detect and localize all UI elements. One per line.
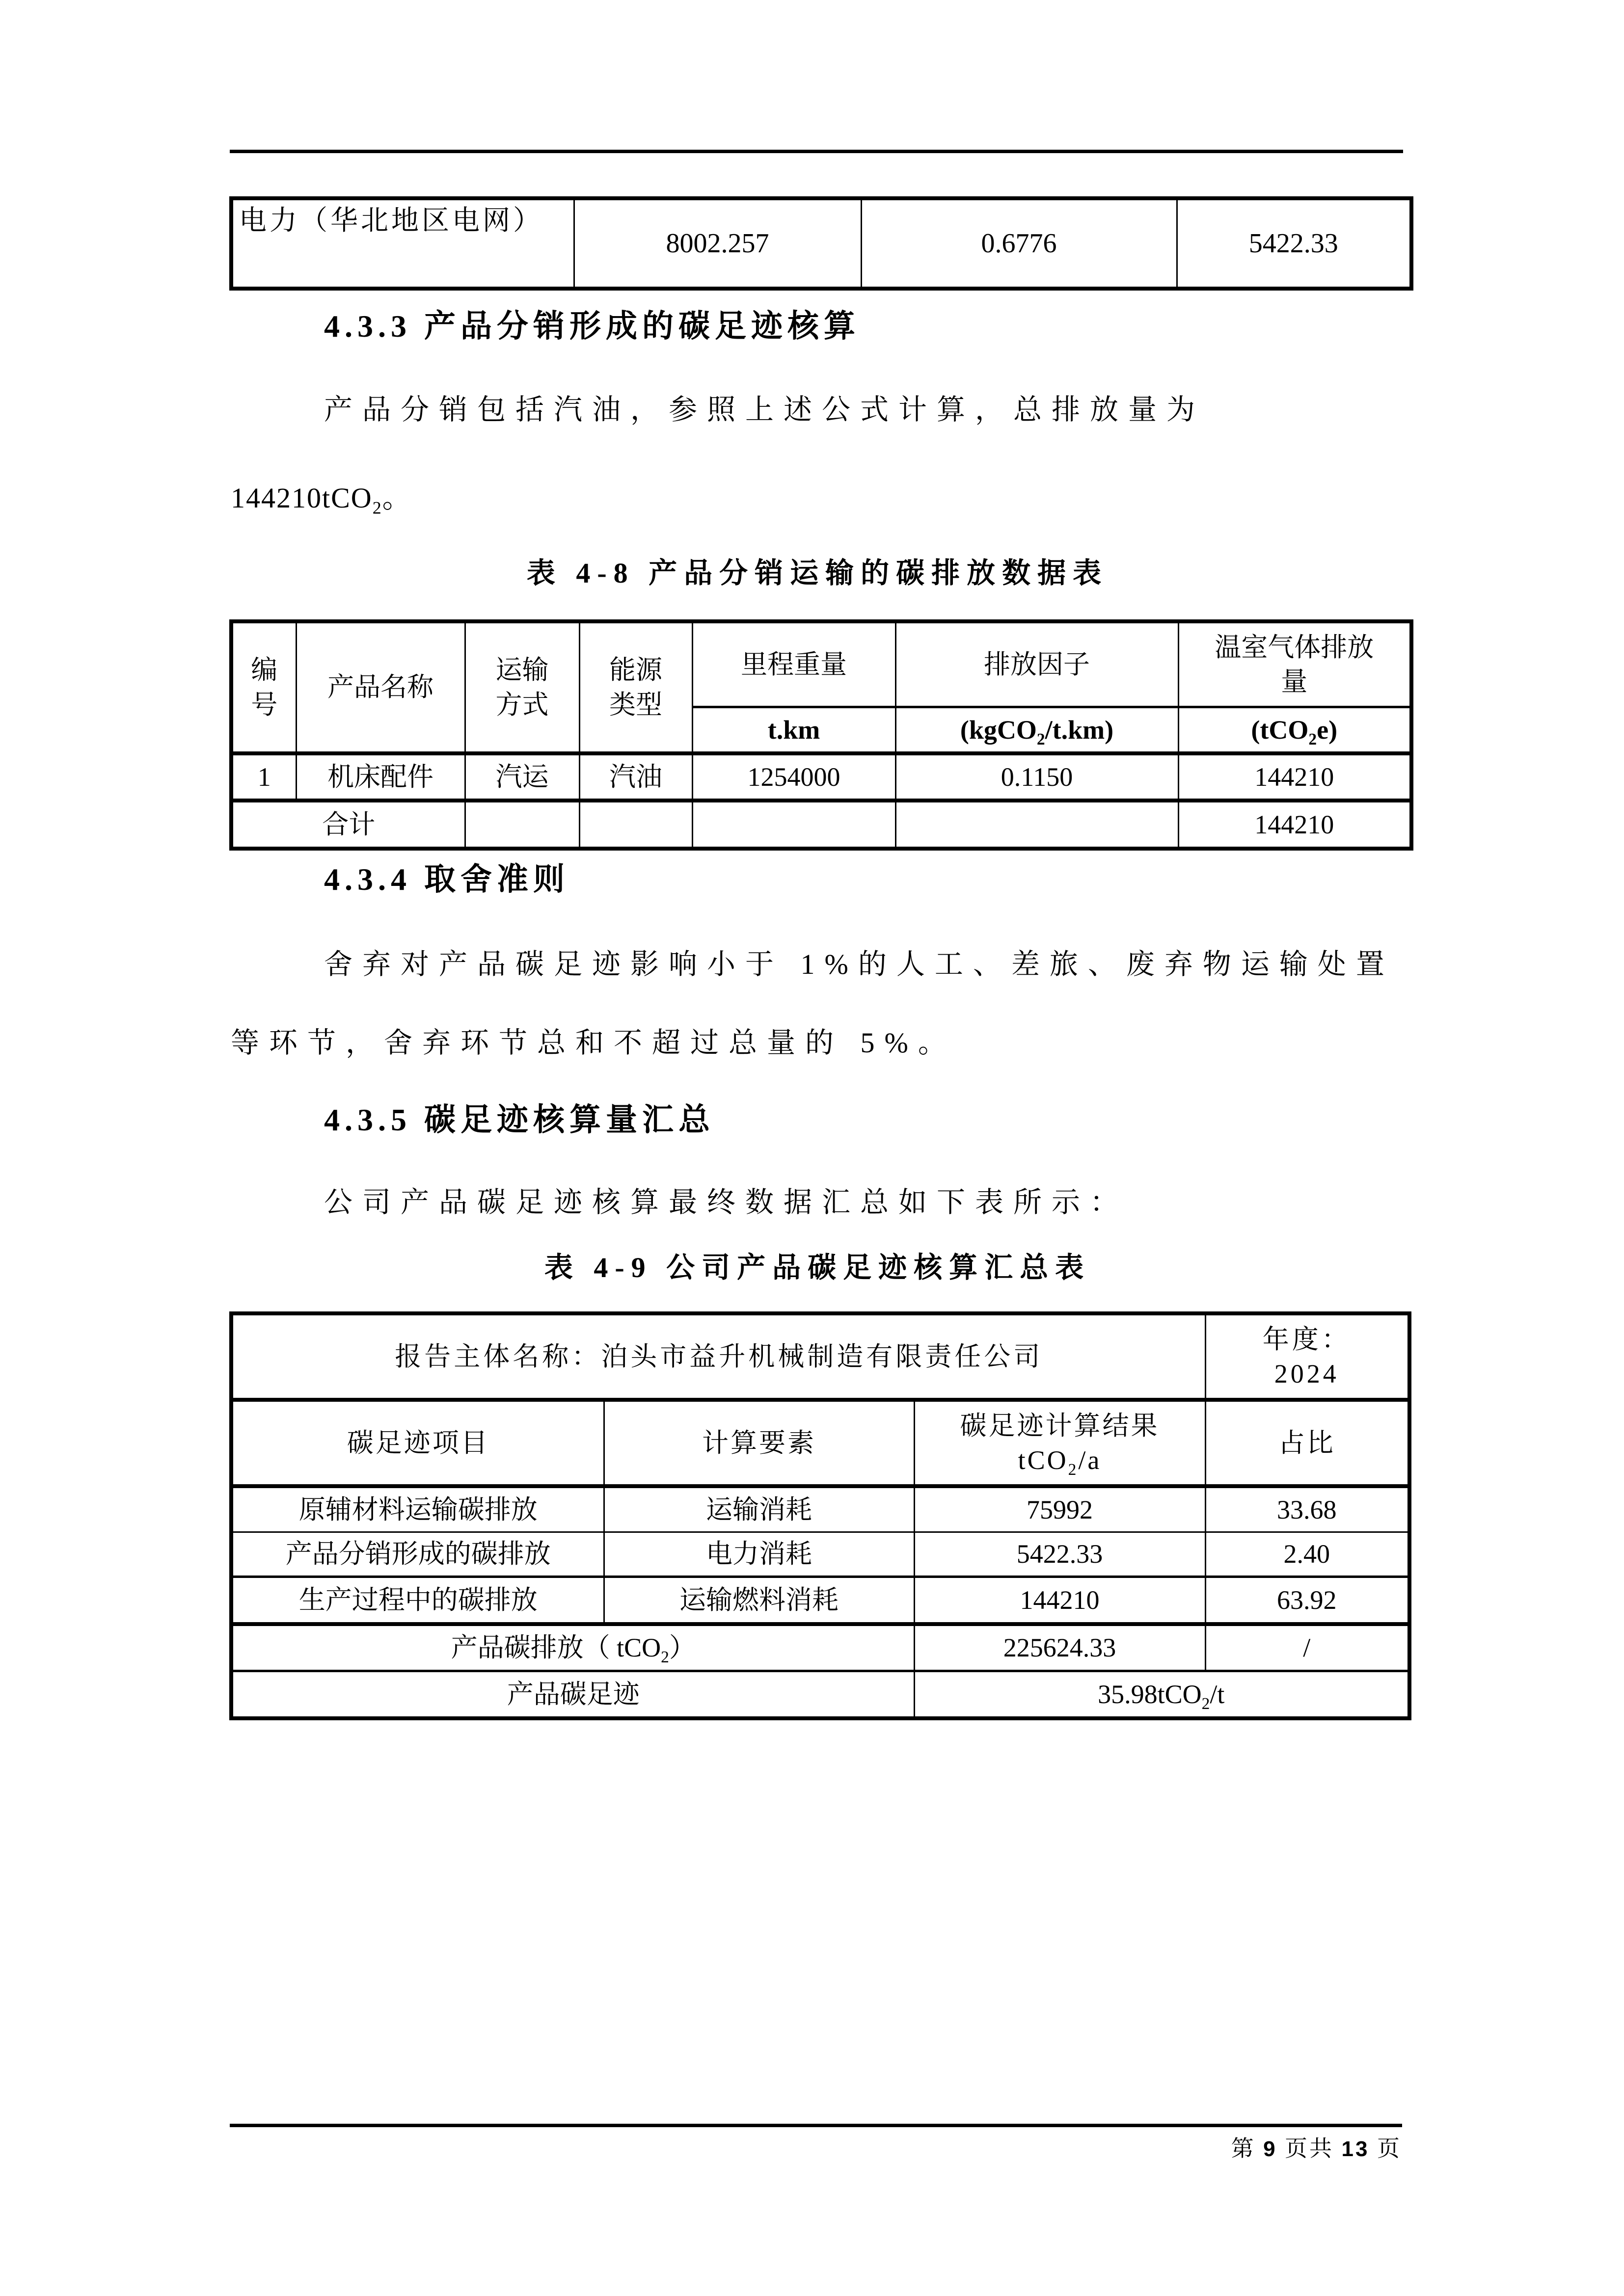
cell-result: 144210 [914, 1577, 1205, 1625]
header-factor: 排放因子 [895, 621, 1178, 707]
table48-total-row [231, 801, 1411, 849]
header-transport: 运输方式 [465, 621, 579, 753]
cell-empty [692, 801, 895, 849]
header-result [914, 1400, 1205, 1486]
footer-total-pages: 13 [1341, 2137, 1370, 2161]
header-share: 占比 [1205, 1400, 1409, 1486]
cell-transport: 汽运 [465, 753, 579, 801]
cell-share: 33.68 [1205, 1486, 1409, 1532]
cell-emission-share: / [1205, 1624, 1409, 1671]
table49-emission-row [231, 1624, 1409, 1671]
year-label: 年度： [1262, 1324, 1351, 1354]
paragraph-433-line2 [231, 481, 412, 518]
unit-factor: (kgCO$_2$/t.km) [895, 707, 1178, 754]
cell-share: 63.92 [1205, 1577, 1409, 1625]
co2-subscript: 2 [661, 1648, 669, 1667]
cell-emission-factor: 0.6776 [861, 198, 1177, 289]
year-value: 2024 [1274, 1359, 1339, 1388]
cell-mileage: 1254000 [692, 753, 895, 801]
cell-footprint-label: 产品碳足迹 [231, 1671, 914, 1719]
header-element: 计算要素 [604, 1400, 914, 1486]
header-product: 产品名称 [296, 621, 465, 753]
header-rule [230, 150, 1403, 153]
page-number [231, 2131, 1402, 2163]
table49-header-row [231, 1400, 1409, 1486]
cell-ghg: 144210 [1178, 753, 1411, 801]
header-mileage: 里程重量 [692, 621, 895, 707]
table49-title: 表 4-9 公司产品碳足迹核算汇总表 [544, 1252, 1091, 1283]
cell-result: 75992 [914, 1486, 1205, 1532]
paragraph-434-line2: 等环节，舍弃环节总和不超过总量的 5%。 [231, 1027, 956, 1059]
section-heading-435: 4.3.5 碳足迹核算量汇总 [324, 1102, 715, 1137]
total-emission-value: 144210tCO [231, 482, 373, 514]
co2-subscript: 2 [1068, 1460, 1079, 1479]
cell-empty [895, 801, 1178, 849]
cell-item: 产品分销形成的碳排放 [231, 1532, 604, 1577]
cell-total-ghg: 144210 [1178, 801, 1411, 849]
header-ghg: 温室气体排放量 [1178, 621, 1411, 707]
table49-data-row [231, 1532, 1409, 1577]
cell-item: 生产过程中的碳排放 [231, 1577, 604, 1625]
cell-emission-label: 产品碳排放（ tCO$_2$） [231, 1624, 914, 1671]
cell-energy-label: 电力（华北地区电网） [231, 198, 574, 289]
co2-subscript: 2 [1201, 1694, 1210, 1713]
sentence-end: 。 [382, 482, 412, 514]
section-heading-433: 4.3.3 产品分销形成的碳足迹核算 [324, 309, 860, 344]
cell-empty [579, 801, 692, 849]
paragraph-433-line1: 产品分销包括汽油，参照上述公式计算，总排放量为 [324, 394, 1205, 426]
cell-item: 原辅材料运输碳排放 [231, 1486, 604, 1532]
cell-element: 电力消耗 [604, 1532, 914, 1577]
cell-empty [465, 801, 579, 849]
cell-share: 2.40 [1205, 1532, 1409, 1577]
co2-subscript: 2 [372, 498, 382, 518]
table49-data-row [231, 1486, 1409, 1532]
table49-footprint-row [231, 1671, 1409, 1719]
cell-factor: 0.1150 [895, 753, 1178, 801]
section-heading-434: 4.3.4 取舍准则 [324, 862, 569, 897]
table49-data-row [231, 1577, 1409, 1625]
cell-element: 运输燃料消耗 [604, 1577, 914, 1625]
table49-subject-row [231, 1313, 1409, 1400]
header-result-unit: tCO$_2$/a [1018, 1445, 1102, 1479]
table48 [229, 619, 1413, 851]
cell-activity-value: 8002.257 [574, 198, 861, 289]
electricity-grid-table-grid [229, 196, 1413, 291]
cell-footprint-value: 35.98tCO$_2$/t [914, 1671, 1409, 1719]
footer-rule [230, 2124, 1402, 2127]
cell-result: 5422.33 [914, 1532, 1205, 1577]
footer-prefix: 第 [1231, 2136, 1264, 2161]
table48-data-row [231, 753, 1411, 801]
footer-middle: 页共 [1277, 2136, 1342, 2161]
cell-total-label: 合计 [231, 801, 465, 849]
table48-title: 表 4-8 产品分销运输的碳排放数据表 [526, 557, 1109, 589]
table-row [231, 198, 1411, 289]
co2-subscript: 2 [1308, 730, 1317, 748]
table48-header-row [231, 621, 1411, 707]
paragraph-435: 公司产品碳足迹核算最终数据汇总如下表所示： [324, 1186, 1129, 1218]
footer-suffix: 页 [1369, 2136, 1402, 2161]
unit-ghg: (tCO$_2$e) [1178, 707, 1411, 754]
co2-subscript: 2 [1036, 730, 1045, 748]
header-no: 编号 [231, 621, 296, 753]
table49-grid [229, 1311, 1411, 1720]
header-result-line1: 碳足迹计算结果 [960, 1411, 1160, 1441]
cell-product: 机床配件 [296, 753, 465, 801]
header-energy: 能源类型 [579, 621, 692, 753]
footer-current-page: 9 [1263, 2137, 1277, 2161]
table49 [229, 1311, 1411, 1720]
header-item: 碳足迹项目 [231, 1400, 604, 1486]
cell-energy: 汽油 [579, 753, 692, 801]
unit-mileage: t.km [692, 707, 895, 754]
cell-emission-result: 225624.33 [914, 1624, 1205, 1671]
table48-grid [229, 619, 1413, 851]
cell-emission-total: 5422.33 [1177, 198, 1411, 289]
cell-no: 1 [231, 753, 296, 801]
cell-element: 运输消耗 [604, 1486, 914, 1532]
paragraph-434-line1: 舍弃对产品碳足迹影响小于 1%的人工、差旅、废弃物运输处置 [324, 948, 1394, 980]
electricity-grid-table [229, 196, 1413, 291]
cell-year [1205, 1313, 1409, 1400]
cell-subject: 报告主体名称：泊头市益升机械制造有限责任公司 [231, 1313, 1205, 1400]
